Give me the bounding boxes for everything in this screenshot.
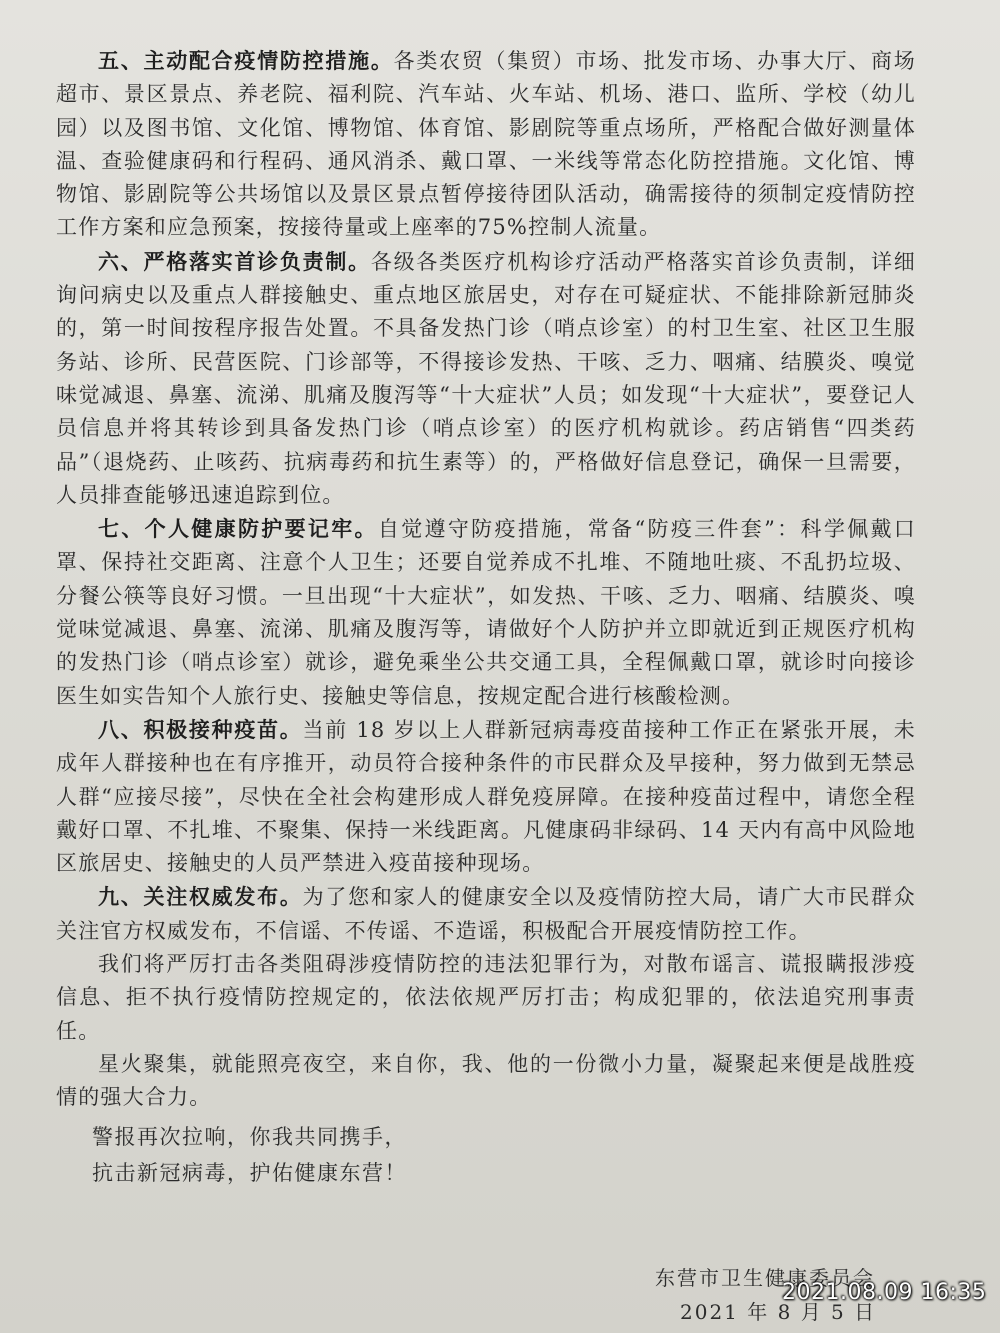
closing-line-2: 抗击新冠病毒，护佑健康东营！ (92, 1161, 407, 1185)
paragraph-starfire (56, 1048, 916, 1115)
paragraph-text: 星火聚集，就能照亮夜空，来自你，我、他的一份微小力量，凝聚起来便是战胜疫情的强大合力。 (56, 1051, 916, 1110)
paragraph-9 (56, 880, 916, 948)
paragraph-crackdown (56, 948, 916, 1048)
closing-slogan (92, 1120, 407, 1190)
paragraph-text: 我们将严厉打击各类阻碍涉疫情防控的违法犯罪行为，对散布谣言、谎报瞒报涉疫信息、拒不执行疫情防控规定的，依法依规严厉打击；构成犯罪的，依法追究刑事责任。 (56, 952, 916, 1043)
paragraph-heading: 八、积极接种疫苗。 (98, 716, 303, 742)
signature-date: 2021 年 8 月 5 日 (680, 1300, 877, 1324)
paragraph-text: 各级各类医疗机构诊疗活动严格落实首诊负责制，详细询问病史以及重点人群接触史、重点地区旅居史，对存在可疑症状、不能排除新冠肺炎的，第一时间按程序报告处置。不具备发热门诊（哨点诊室）的村卫生室、社区卫生服务站、诊所、民营医院、门诊部等，不得接诊发热、干咳、乏力、咽痛、结膜炎、嗅觉味觉减退、鼻塞、流涕、肌痛及腹泻等“十大症状”人员；如发现“十大症状”，要登记人员信息并将其转诊到具备发热门诊（哨点诊室）的医疗机构就诊。药店销售“四类药品”（退烧药、止咳药、抗病毒药和抗生素等）的，严格做好信息登记，确保一旦需要，人员排查能够迅速追踪到位。 (56, 249, 916, 507)
paragraph-5 (56, 44, 916, 245)
paragraph-heading: 七、个人健康防护要记牢。 (98, 516, 378, 542)
paragraph-heading: 九、关注权威发布。 (98, 884, 303, 910)
photo-timestamp: 2021.08.09 16:35 (782, 1280, 987, 1305)
paragraph-text: 各类农贸（集贸）市场、批发市场、办事大厅、商场超市、景区景点、养老院、福利院、汽车站、火车站、机场、港口、监所、学校（幼儿园）以及图书馆、文化馆、博物馆、体育馆、影剧院等重点场所，严格配合做好测量体温、查验健康码和行程码、通风消杀、戴口罩、一米线等常态化防控措施。文化馆、博物馆、影剧院等公共场馆以及景区景点暂停接待团队活动，确需接待的须制定疫情防控工作方案和应急预案，按接待量或上座率的75%控制人流量。 (56, 49, 916, 240)
paragraph-heading: 六、严格落实首诊负责制。 (98, 248, 371, 274)
paragraph-text: 当前 18 岁以上人群新冠病毒疫苗接种工作正在紧张开展，未成年人群接种也在有序推开，动员符合接种条件的市民群众及早接种，努力做到无禁忌人群“应接尽接”，尽快在全社会构建形成人群免疫屏障。在接种疫苗过程中，请您全程戴好口罩、不扎堆、不聚集、保持一米线距离。凡健康码非绿码、14 天内有高中风险地区旅居史、接触史的人员严禁进入疫苗接种现场。 (56, 717, 916, 876)
paragraph-8 (56, 713, 916, 880)
paragraph-heading: 五、主动配合疫情防控措施。 (98, 48, 394, 73)
signature-organization: 东营市卫生健康委员会 (655, 1266, 875, 1290)
paragraph-7 (56, 512, 916, 713)
paragraph-text: 为了您和家人的健康安全以及疫情防控大局，请广大市民群众关注官方权威发布，不信谣、不传谣、不造谣，积极配合开展疫情防控工作。 (56, 885, 916, 943)
paragraph-6 (56, 245, 916, 512)
paragraph-text: 自觉遵守防疫措施，常备“防疫三件套”：科学佩戴口罩、保持社交距离、注意个人卫生；还要自觉养成不扎堆、不随地吐痰、不乱扔垃圾、分餐公筷等良好习惯。一旦出现“十大症状”，如发热、干咳、乏力、咽痛、结膜炎、嗅觉味觉减退、鼻塞、流涕、肌痛及腹泻等，请做好个人防护并立即就近到正规医疗机构的发热门诊（哨点诊室）就诊，避免乘坐公共交通工具，全程佩戴口罩，就诊时向接诊医生如实告知个人旅行史、接触史等信息，按规定配合进行核酸检测。 (56, 517, 916, 708)
document-body (56, 44, 916, 1115)
closing-line-1: 警报再次拉响，你我共同携手， (92, 1125, 407, 1149)
